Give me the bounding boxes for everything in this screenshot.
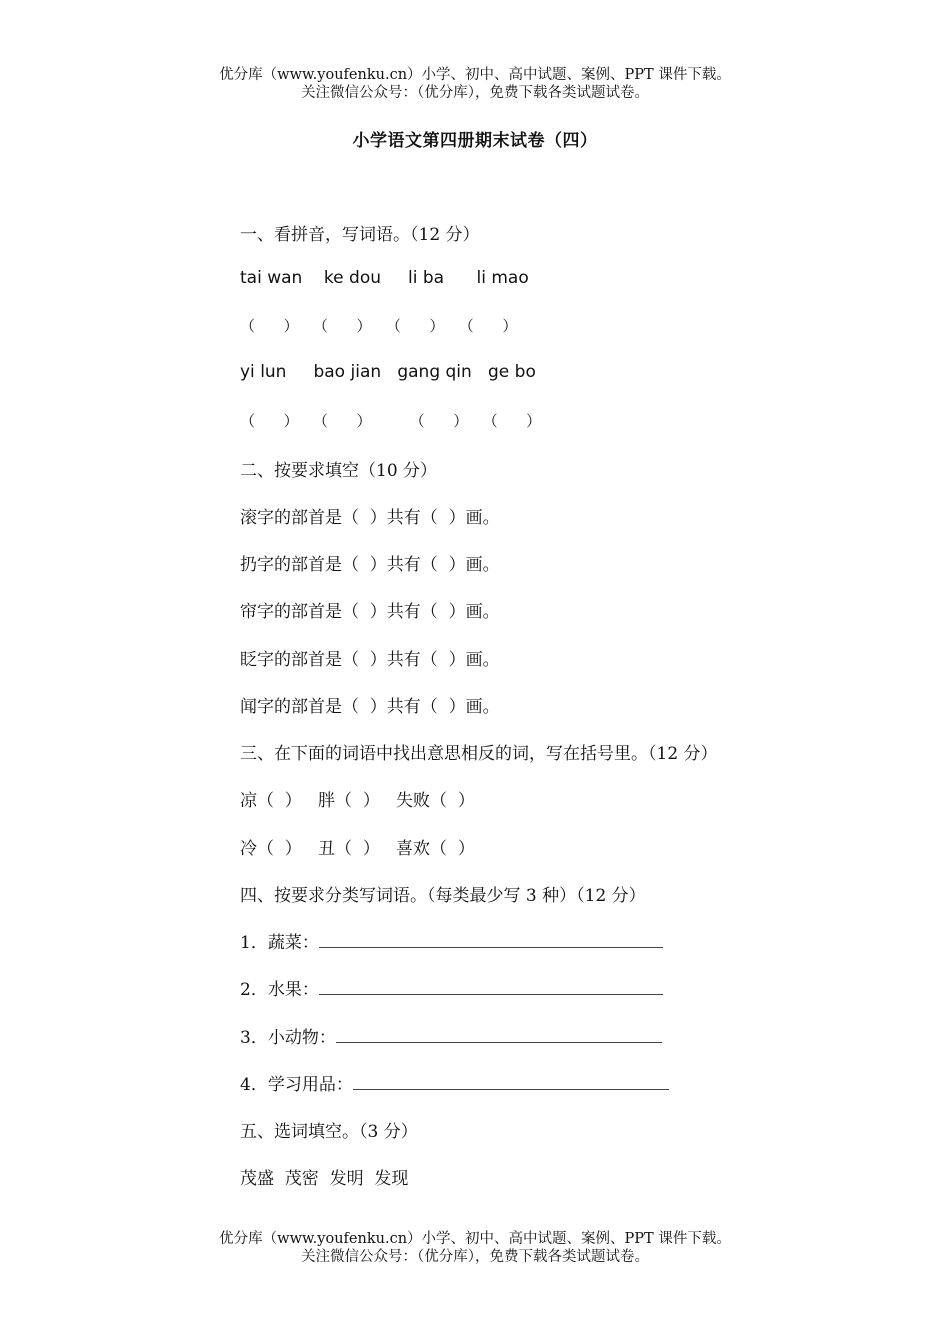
- antonym-row-2: 冷（ ） 丑（ ） 喜欢（ ）: [240, 839, 475, 859]
- category-label: 4．学习用品：: [240, 1075, 353, 1095]
- pinyin-row-1: tai wan ke dou li ba li mao: [240, 268, 529, 288]
- page-header: [0, 66, 950, 102]
- answer-blank[interactable]: [319, 932, 663, 948]
- footer-line-2: 关注微信公众号：（优分库），免费下载各类试题试卷。: [301, 1249, 649, 1265]
- answer-parens-row-1: （ ） （ ） （ ） （ ）: [240, 317, 518, 335]
- page-title: 小学语文第四册期末试卷（四）: [352, 131, 598, 151]
- section-2-heading: 二、按要求填空（10 分）: [240, 461, 438, 481]
- header-line-1: 优分库（www.youfenku.cn）小学、初中、高中试题、案例、PPT 课件下载。: [219, 67, 731, 83]
- answer-blank[interactable]: [336, 1027, 662, 1043]
- radical-item: 滚字的部首是（ ）共有（ ）画。: [240, 508, 500, 528]
- radical-item: 扔字的部首是（ ）共有（ ）画。: [240, 555, 500, 575]
- category-label: 3．小动物：: [240, 1028, 336, 1048]
- pinyin-row-2: yi lun bao jian gang qin ge bo: [240, 362, 536, 382]
- footer-line-1: 优分库（www.youfenku.cn）小学、初中、高中试题、案例、PPT 课件下载。: [219, 1231, 731, 1247]
- category-item-animals: [240, 1023, 662, 1048]
- radical-item: 眨字的部首是（ ）共有（ ）画。: [240, 650, 500, 670]
- radical-item: 帘字的部首是（ ）共有（ ）画。: [240, 602, 500, 622]
- section-5-heading: 五、选词填空。（3 分）: [240, 1122, 418, 1142]
- category-item-vegetables: [240, 928, 663, 953]
- answer-parens-row-2: （ ） （ ） （ ） （ ）: [240, 412, 542, 430]
- answer-blank[interactable]: [319, 979, 663, 995]
- section-4-heading: 四、按要求分类写词语。（每类最少写 3 种）（12 分）: [240, 886, 646, 906]
- radical-item: 闻字的部首是（ ）共有（ ）画。: [240, 697, 500, 717]
- category-label: 1．蔬菜：: [240, 933, 319, 953]
- answer-blank[interactable]: [353, 1074, 669, 1090]
- header-line-2: 关注微信公众号：（优分库），免费下载各类试题试卷。: [301, 85, 649, 101]
- word-choices: 茂盛 茂密 发明 发现: [240, 1169, 409, 1189]
- category-item-school-supplies: [240, 1070, 669, 1095]
- antonym-row-1: 凉（ ） 胖（ ） 失败（ ）: [240, 791, 475, 811]
- category-item-fruits: [240, 975, 663, 1000]
- section-1-heading: 一、看拼音，写词语。（12 分）: [240, 225, 480, 245]
- category-label: 2．水果：: [240, 980, 319, 1000]
- section-3-heading: 三、在下面的词语中找出意思相反的词，写在括号里。（12 分）: [240, 744, 718, 764]
- page-footer: [0, 1230, 950, 1266]
